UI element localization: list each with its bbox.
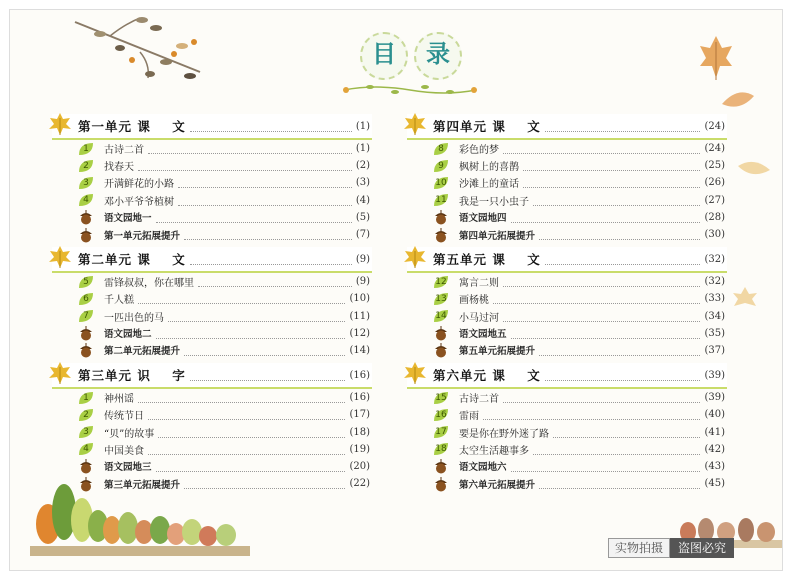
lesson-number-badge [433, 442, 449, 456]
unit-title: 第三单元 识 字 [78, 368, 186, 384]
entry-page-number: (34) [704, 310, 725, 322]
dotted-leader [533, 444, 700, 455]
dotted-leader [184, 229, 352, 240]
dotted-leader [545, 370, 701, 381]
leaf-icon [403, 361, 427, 385]
entry-title: 彩色的梦 [459, 145, 499, 157]
dotted-leader [168, 311, 345, 322]
entry-title: 语文园地五 [459, 329, 507, 341]
toc-entry[interactable] [78, 458, 372, 475]
entry-title: 语文园地四 [459, 213, 507, 225]
unit-items [407, 273, 727, 359]
dotted-leader [545, 254, 701, 265]
lesson-number: 18 [435, 444, 447, 455]
entry-title: 第三单元拓展提升 [104, 479, 181, 491]
lesson-number-badge [433, 176, 449, 190]
toc-entry[interactable] [78, 273, 372, 290]
lesson-number-badge [433, 391, 449, 405]
unit-header[interactable] [407, 247, 727, 273]
entry-title: 雷雨 [459, 411, 479, 423]
entry-page-number: (12) [349, 327, 370, 339]
toc-entry[interactable] [433, 458, 727, 475]
toc-page [9, 9, 783, 571]
toc-entry[interactable] [433, 325, 727, 342]
leaf-icon [403, 112, 427, 136]
unit-page-number: (9) [355, 253, 370, 265]
toc-unit [52, 247, 372, 359]
acorn-icon [433, 227, 449, 243]
watermark [608, 538, 734, 558]
dotted-leader [190, 254, 352, 265]
lesson-number: 13 [435, 293, 447, 304]
acorn-icon [433, 325, 449, 341]
lesson-number: 11 [435, 195, 447, 206]
lesson-number-badge [78, 309, 94, 323]
leaf-icon [48, 361, 72, 385]
dotted-leader [539, 478, 700, 489]
unit-title: 第六单元 课 文 [433, 368, 541, 384]
entry-page-number: (37) [704, 344, 725, 356]
dotted-leader [523, 177, 700, 188]
dotted-leader [503, 392, 700, 403]
lesson-number-badge [433, 142, 449, 156]
entry-title: 寓言二则 [459, 278, 499, 290]
entry-page-number: (35) [704, 327, 725, 339]
watermark-right: 盗图必究 [670, 538, 734, 558]
unit-page-number: (16) [349, 369, 370, 381]
lesson-number-badge [78, 391, 94, 405]
unit-header[interactable] [52, 363, 372, 389]
entry-page-number: (39) [704, 392, 725, 404]
dotted-leader [156, 212, 352, 223]
dotted-leader [148, 143, 352, 154]
toc-entry[interactable] [78, 157, 372, 174]
entry-page-number: (5) [355, 211, 370, 223]
entry-title: 语文园地一 [104, 213, 152, 225]
leaf-icon [736, 158, 772, 178]
toc-entry[interactable] [78, 389, 372, 406]
entry-title: 第五单元拓展提升 [459, 346, 536, 358]
leaf-icon [732, 286, 758, 308]
entry-page-number: (45) [704, 478, 725, 490]
leaf-icon [403, 245, 427, 269]
lesson-number-badge [78, 408, 94, 422]
acorn-icon [433, 209, 449, 225]
lesson-number: 15 [435, 392, 447, 403]
toc-entry[interactable] [78, 140, 372, 157]
lesson-number: 1 [83, 143, 89, 154]
acorn-icon [78, 342, 94, 358]
lesson-number: 9 [438, 160, 444, 171]
entry-title: 第四单元拓展提升 [459, 230, 536, 242]
entry-title: 沙滩上的童话 [459, 179, 519, 191]
dotted-leader [503, 311, 700, 322]
dotted-leader [138, 160, 352, 171]
toc-column-left [52, 114, 372, 496]
dotted-leader [539, 345, 700, 356]
lesson-number-badge [433, 159, 449, 173]
dotted-leader [511, 461, 701, 472]
lesson-number: 10 [435, 177, 447, 188]
unit-title: 第一单元 课 文 [78, 119, 186, 134]
unit-items [52, 273, 372, 359]
entry-title: 中国美食 [104, 445, 144, 457]
entry-page-number: (30) [704, 229, 725, 241]
lesson-number-badge [78, 193, 94, 207]
toc-entry[interactable] [433, 290, 727, 307]
entry-page-number: (3) [355, 177, 370, 189]
dotted-leader [503, 276, 700, 287]
entry-title: 第一单元拓展提升 [104, 230, 181, 242]
entry-title: 第六单元拓展提升 [459, 479, 536, 491]
entry-page-number: (10) [349, 293, 370, 305]
lesson-number: 1 [83, 392, 89, 403]
entry-page-number: (19) [349, 443, 370, 455]
unit-items [407, 389, 727, 492]
unit-header[interactable] [52, 247, 372, 273]
unit-title: 第二单元 课 文 [78, 252, 186, 268]
toc-unit [407, 247, 727, 359]
maple-leaf-icon [698, 34, 734, 82]
lesson-number-badge [78, 442, 94, 456]
dotted-leader [190, 370, 346, 381]
toc-entry[interactable] [433, 342, 727, 359]
title-vine-decoration [340, 82, 480, 96]
entry-page-number: (41) [704, 426, 725, 438]
toc-entry[interactable] [78, 406, 372, 423]
entry-title: 神州谣 [104, 394, 134, 406]
entry-title: 枫树上的喜鹊 [459, 162, 519, 174]
entry-page-number: (7) [355, 229, 370, 241]
dotted-leader [483, 409, 700, 420]
unit-title: 第四单元 课 文 [433, 119, 541, 134]
dotted-leader [138, 392, 345, 403]
toc-entry[interactable] [433, 140, 727, 157]
entry-page-number: (32) [704, 276, 725, 288]
toc-unit [52, 114, 372, 243]
entry-page-number: (11) [349, 310, 370, 322]
lesson-number: 3 [83, 177, 89, 188]
unit-header[interactable] [407, 363, 727, 389]
entry-title: 一匹出色的马 [104, 312, 164, 324]
acorn-icon [78, 209, 94, 225]
entry-page-number: (1) [355, 143, 370, 155]
toc-entry[interactable] [433, 209, 727, 226]
lesson-number-badge [433, 275, 449, 289]
acorn-icon [433, 476, 449, 492]
branch-decoration [70, 14, 210, 84]
dotted-leader [545, 121, 701, 132]
toc-entry[interactable] [433, 308, 727, 325]
watermark-left: 实物拍摄 [608, 538, 670, 558]
unit-page-number: (39) [704, 369, 725, 381]
entry-title: “贝”的故事 [104, 428, 155, 440]
lesson-number-badge [433, 292, 449, 306]
acorn-icon [433, 342, 449, 358]
lesson-number: 7 [83, 311, 89, 322]
lesson-number: 2 [83, 160, 89, 171]
dotted-leader [148, 444, 345, 455]
lesson-number: 17 [435, 427, 447, 438]
entry-page-number: (27) [704, 194, 725, 206]
toc-entry[interactable] [433, 192, 727, 209]
entry-page-number: (20) [349, 460, 370, 472]
toc-entry[interactable] [78, 441, 372, 458]
dotted-leader [184, 478, 345, 489]
entry-title: 传统节日 [104, 411, 144, 423]
toc-entry[interactable] [78, 192, 372, 209]
entry-page-number: (40) [704, 409, 725, 421]
leaf-icon [720, 90, 756, 110]
lesson-number: 14 [435, 311, 447, 322]
unit-header[interactable] [407, 114, 727, 140]
entry-title: 语文园地三 [104, 462, 152, 474]
unit-items [407, 140, 727, 243]
dotted-leader [178, 195, 352, 206]
toc-unit [407, 114, 727, 243]
toc-unit [52, 363, 372, 492]
entry-title: 我是一只小虫子 [459, 196, 529, 208]
entry-title: 古诗二首 [104, 145, 144, 157]
dotted-leader [198, 276, 352, 287]
toc-entry[interactable] [433, 389, 727, 406]
acorn-icon [78, 325, 94, 341]
entry-title: 语文园地二 [104, 329, 152, 341]
toc-column-right [407, 114, 727, 496]
unit-items [52, 140, 372, 243]
toc-entry[interactable] [78, 308, 372, 325]
toc-unit [407, 363, 727, 492]
entry-title: 找春天 [104, 162, 134, 174]
dotted-leader [158, 427, 345, 438]
entry-page-number: (43) [704, 460, 725, 472]
dotted-leader [553, 427, 700, 438]
acorn-icon [78, 227, 94, 243]
toc-entry[interactable] [433, 406, 727, 423]
lesson-number: 12 [435, 276, 447, 287]
leaf-icon [48, 245, 72, 269]
entry-page-number: (28) [704, 211, 725, 223]
entry-page-number: (17) [349, 409, 370, 421]
lesson-number: 5 [83, 276, 89, 287]
dotted-leader [148, 409, 345, 420]
lesson-number-badge [433, 425, 449, 439]
lesson-number-badge [433, 193, 449, 207]
entry-title: 古诗二首 [459, 394, 499, 406]
toc-entry[interactable] [78, 174, 372, 191]
entry-title: 开满鲜花的小路 [104, 179, 174, 191]
lesson-number: 16 [435, 409, 447, 420]
unit-page-number: (32) [704, 253, 725, 265]
dotted-leader [190, 121, 352, 132]
entry-page-number: (4) [355, 194, 370, 206]
entry-title: 要是你在野外迷了路 [459, 428, 549, 440]
entry-page-number: (25) [704, 160, 725, 172]
acorn-icon [78, 458, 94, 474]
dotted-leader [493, 293, 700, 304]
unit-page-number: (1) [355, 120, 370, 132]
dotted-leader [156, 461, 346, 472]
unit-items [52, 389, 372, 492]
entry-title: 小马过河 [459, 312, 499, 324]
acorn-icon [78, 476, 94, 492]
dotted-leader [523, 160, 700, 171]
lesson-number-badge [78, 425, 94, 439]
toc-entry[interactable] [433, 226, 727, 243]
entry-title: 邓小平爷爷植树 [104, 196, 174, 208]
lesson-number-badge [78, 292, 94, 306]
entry-title: 太空生活趣事多 [459, 445, 529, 457]
entry-title: 语文园地六 [459, 462, 507, 474]
entry-title: 画杨桃 [459, 295, 489, 307]
lesson-number: 4 [83, 195, 89, 206]
lesson-number-badge [78, 275, 94, 289]
unit-title: 第五单元 课 文 [433, 252, 541, 268]
lesson-number-badge [433, 408, 449, 422]
leaf-icon [48, 112, 72, 136]
entry-page-number: (42) [704, 443, 725, 455]
lesson-number: 4 [83, 444, 89, 455]
dotted-leader [178, 177, 352, 188]
unit-header[interactable] [52, 114, 372, 140]
entry-title: 第二单元拓展提升 [104, 346, 181, 358]
lesson-number: 6 [83, 293, 89, 304]
toc-entry[interactable] [433, 174, 727, 191]
entry-page-number: (33) [704, 293, 725, 305]
toc-entry[interactable] [433, 157, 727, 174]
lesson-number: 8 [438, 143, 444, 154]
entry-page-number: (18) [349, 426, 370, 438]
dotted-leader [503, 143, 700, 154]
entry-page-number: (2) [355, 160, 370, 172]
entry-page-number: (26) [704, 177, 725, 189]
acorn-icon [433, 458, 449, 474]
toc-entry[interactable] [78, 209, 372, 226]
toc-entry[interactable] [433, 475, 727, 492]
unit-page-number: (24) [704, 120, 725, 132]
dotted-leader [539, 229, 700, 240]
entry-page-number: (14) [349, 344, 370, 356]
toc-entry[interactable] [78, 226, 372, 243]
dotted-leader [138, 293, 345, 304]
toc-entry[interactable] [433, 273, 727, 290]
toc-entry[interactable] [78, 423, 372, 440]
entry-page-number: (24) [704, 143, 725, 155]
toc-entry[interactable] [433, 441, 727, 458]
title-char-1: 目 [372, 40, 396, 68]
toc-title [340, 32, 480, 100]
toc-entry[interactable] [433, 423, 727, 440]
entry-page-number: (22) [349, 478, 370, 490]
lesson-number: 3 [83, 427, 89, 438]
toc-entry[interactable] [78, 290, 372, 307]
dotted-leader [533, 195, 700, 206]
title-char-2: 录 [426, 40, 450, 68]
dotted-leader [511, 212, 701, 223]
dotted-leader [156, 328, 346, 339]
entry-page-number: (16) [349, 392, 370, 404]
toc-entry[interactable] [78, 325, 372, 342]
dotted-leader [511, 328, 701, 339]
entry-page-number: (9) [355, 276, 370, 288]
lesson-number-badge [433, 309, 449, 323]
toc-entry[interactable] [78, 342, 372, 359]
toc-entry[interactable] [78, 475, 372, 492]
dotted-leader [184, 345, 345, 356]
entry-title: 千人糕 [104, 295, 134, 307]
lesson-number-badge [78, 159, 94, 173]
lesson-number-badge [78, 142, 94, 156]
lesson-number: 2 [83, 409, 89, 420]
entry-title: 雷锋叔叔，你在哪里 [104, 278, 194, 290]
lesson-number-badge [78, 176, 94, 190]
